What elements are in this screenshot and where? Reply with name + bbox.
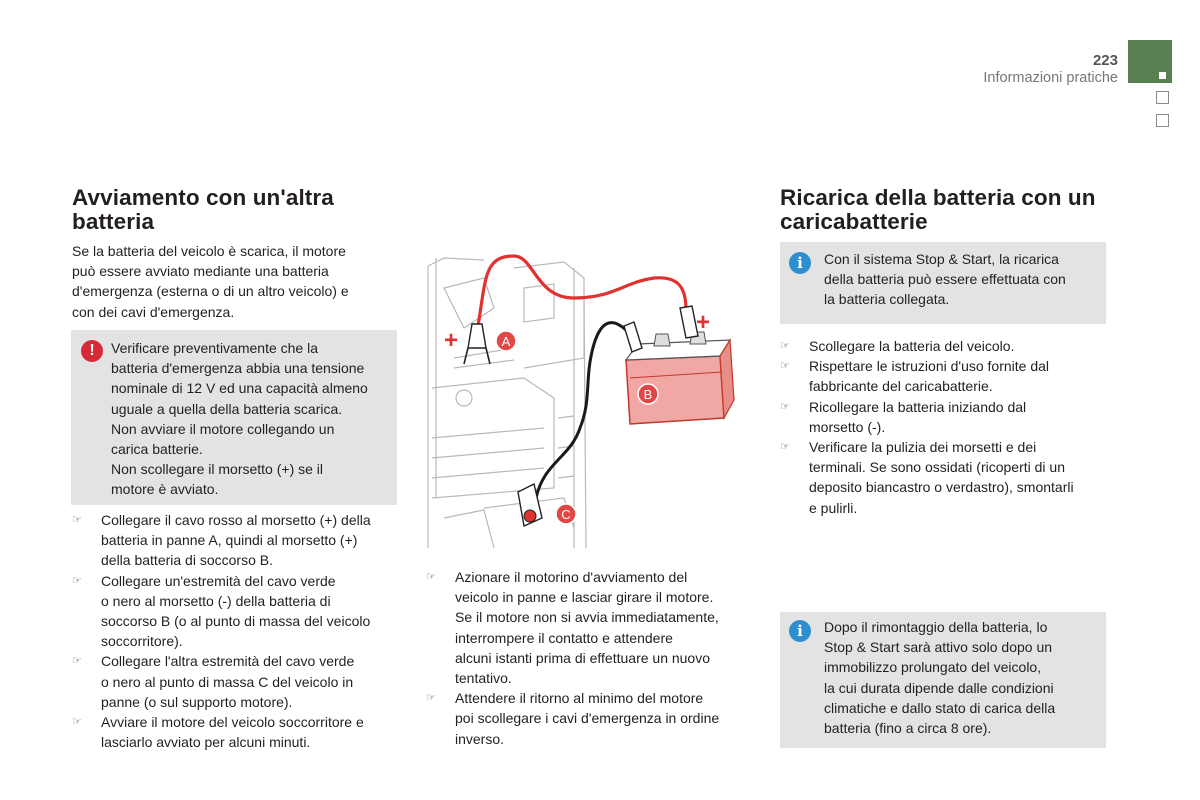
text-line: e pulirli. [809, 499, 858, 516]
text-line: Scollegare la batteria del veicolo. [809, 338, 1015, 354]
text-line: con dei cavi d'emergenza. [72, 303, 235, 320]
pointing-hand-bullet-icon: ☞ [780, 360, 790, 373]
text-line: la batteria collegata. [824, 291, 950, 308]
text-line: soccorso B (o al punto di massa del veicolo [101, 613, 371, 630]
warning-icon: ! [81, 340, 103, 362]
warning-note [71, 330, 397, 505]
list-item [426, 567, 756, 688]
text-line: uguale a quella della batteria scarica. [111, 400, 343, 417]
chapter-tab-box [1156, 91, 1169, 104]
text-line: veicolo in panne e lasciar girare il motore. [455, 589, 714, 606]
text-line: interrompere il contatto e attendere [455, 629, 673, 646]
list-item [780, 356, 1110, 396]
left-intro [72, 241, 402, 322]
pointing-hand-bullet-icon: ☞ [72, 716, 82, 729]
list-item [780, 437, 1110, 518]
text-line: batteria (fino a circa 8 ore). [824, 720, 992, 737]
pointing-hand-bullet-icon: ☞ [780, 441, 790, 454]
text-line: della batteria può essere effettuata con [824, 271, 1066, 288]
text-line: Collegare l'altra estremità del cavo verde [101, 653, 355, 670]
list-item [780, 336, 1110, 356]
right-title: Ricarica della batteria con un caricabatterie [780, 185, 1096, 234]
text-line: Ricollegare la batteria iniziando dal [809, 398, 1027, 415]
text-line: Non avviare il motore collegando un [111, 420, 335, 437]
pointing-hand-bullet-icon: ☞ [72, 574, 82, 587]
pointing-hand-bullet-icon: ☞ [72, 514, 82, 526]
text-line: deposito biancastro o verdastro), smontarli [809, 479, 1074, 496]
text-line: Collegare un'estremità del cavo verde [101, 572, 336, 589]
text-line: Verificare preventivamente che la [111, 340, 318, 356]
left-steps [72, 510, 402, 752]
label-a: A [501, 334, 511, 349]
text-line: Dopo il rimontaggio della batteria, lo [824, 619, 1048, 635]
list-item [72, 510, 402, 571]
text-line: climatiche e dallo stato di carica della [824, 699, 1056, 716]
text-line: Verificare la pulizia dei morsetti e dei [809, 439, 1037, 456]
plus-sign-a: + [444, 327, 459, 354]
pointing-hand-bullet-icon: ☞ [72, 655, 82, 668]
text-line: Non scollegare il morsetto (+) se il [111, 461, 324, 478]
info-note-2 [780, 612, 1106, 748]
text-line: o nero al punto di massa C del veicolo in [101, 673, 354, 690]
text-line: Se il motore non si avvia immediatamente, [455, 609, 719, 626]
text-line: può essere avviato mediante una batteria [72, 263, 329, 280]
text-line: Stop & Start sarà attivo solo dopo un [824, 639, 1053, 656]
text-line: immobilizzo prolungato del veicolo, [824, 659, 1042, 676]
text-line: nominale di 12 V ed una capacità almeno [111, 380, 368, 397]
text-line: tentativo. [455, 670, 512, 687]
text-line: Con il sistema Stop & Start, la ricarica [824, 251, 1059, 267]
battery-b [626, 332, 734, 424]
text-line: fabbricante del caricabatterie. [809, 378, 993, 395]
text-line: Rispettare le istruzioni d'uso fornite dal [809, 358, 1050, 375]
text-line: d'emergenza (esterna o di un altro veicolo) e [72, 283, 349, 300]
plus-sign-b: + [696, 309, 711, 336]
text-line: della batteria di soccorso B. [101, 552, 273, 569]
clamp-a [464, 324, 490, 364]
text-line: o nero al morsetto (-) della batteria di [101, 592, 331, 609]
chapter-tab-marker [1159, 72, 1166, 79]
text-line: alcuni istanti prima di effettuare un nuovo [455, 649, 711, 666]
right-steps [780, 336, 1110, 518]
text-line: Attendere il ritorno al minimo del motore [455, 690, 704, 707]
text-line: Se la batteria del veicolo è scarica, il motore [72, 243, 346, 259]
text-line: Collegare il cavo rosso al morsetto (+) della [101, 512, 371, 528]
left-title: Avviamento con un'altra batteria [72, 185, 334, 234]
text-line: morsetto (-). [809, 418, 886, 435]
page-number: 223 [1092, 52, 1118, 69]
pointing-hand-bullet-icon: ☞ [780, 340, 790, 352]
text-line: Azionare il motorino d'avviamento del [455, 569, 688, 585]
text-line: Avviare il motore del veicolo soccorritore e [101, 714, 364, 731]
list-item [72, 651, 402, 712]
label-b: B [643, 387, 653, 402]
pointing-hand-bullet-icon: ☞ [780, 400, 790, 413]
list-item [72, 571, 402, 652]
text-line: poi scollegare i cavi d'emergenza in ordine [455, 710, 720, 727]
text-line: la cui durata dipende dalle condizioni [824, 679, 1054, 696]
list-item [72, 712, 402, 752]
text-line: panne (o sul supporto motore). [101, 693, 293, 710]
info-note-1 [780, 242, 1106, 324]
text-line: motore è avviato. [111, 481, 219, 498]
text-line: terminali. Se sono ossidati (ricoperti di un [809, 459, 1066, 476]
text-line: batteria in panne A, quindi al morsetto (+) [101, 532, 358, 549]
text-line: soccorritore). [101, 633, 183, 650]
jump-start-illustration [424, 248, 754, 560]
chapter-tab-box [1156, 114, 1169, 127]
info-icon: i [789, 252, 811, 274]
pointing-hand-bullet-icon: ☞ [426, 692, 436, 705]
info-icon: i [789, 620, 811, 642]
text-line: carica batterie. [111, 441, 203, 458]
list-item [426, 688, 756, 749]
text-line: inverso. [455, 730, 505, 747]
list-item [780, 397, 1110, 437]
text-line: lasciarlo avviato per alcuni minuti. [101, 734, 311, 751]
pointing-hand-bullet-icon: ☞ [426, 571, 436, 583]
label-c: C [561, 507, 571, 522]
middle-steps [426, 567, 756, 749]
section-label: Informazioni pratiche [983, 70, 1118, 86]
text-line: batteria d'emergenza abbia una tensione [111, 360, 365, 377]
